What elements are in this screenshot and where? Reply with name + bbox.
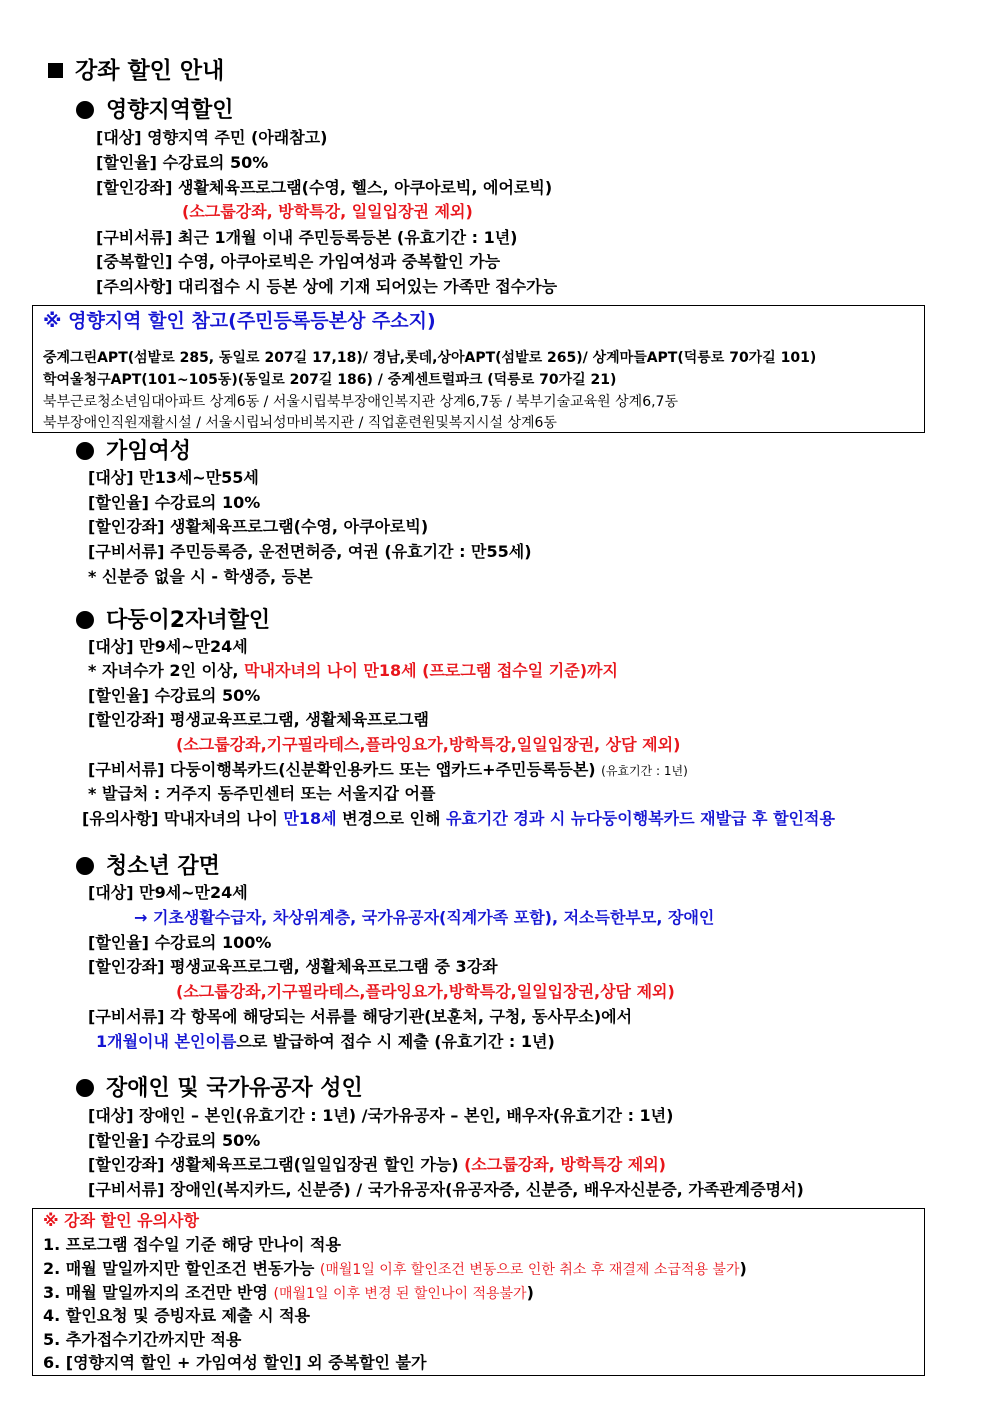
s3-issuer: * 발급처 : 거주지 동주민센터 또는 서울지갑 어플 bbox=[88, 784, 436, 803]
s3-docs: [구비서류] 다둥이행복카드(신분확인용카드 또는 앱카드+주민등록등본) (유효기간 : 1년) bbox=[88, 760, 688, 779]
notice-item-3: 3. 매월 말일까지의 조건만 반영 (매월1일 이후 변경 된 할인나이 적용불가) bbox=[43, 1283, 534, 1302]
ref-line-2: 학여울청구APT(101~105동)(동일로 207길 186) / 중계센트럴파크 (덕릉로 70가길 21) bbox=[43, 372, 617, 388]
s2-note: * 신분증 없을 시 - 학생증, 등본 bbox=[88, 567, 313, 586]
s3-courses: [할인강좌] 평생교육프로그램, 생활체육프로그램 bbox=[88, 710, 429, 729]
section-heading-multi-child: 다둥이2자녀할인 bbox=[76, 603, 270, 634]
s1-note: [주의사항] 대리접수 시 등본 상에 기재 되어있는 가족만 접수가능 bbox=[96, 277, 558, 296]
s4-target: [대상] 만9세~만24세 bbox=[88, 883, 248, 902]
circle-bullet-icon bbox=[76, 857, 94, 875]
s1-courses: [할인강좌] 생활체육프로그램(수영, 헬스, 아쿠아로빅, 에어로빅) bbox=[96, 178, 553, 197]
ref-line-4: 북부장애인직원재활시설 / 서울시립뇌성마비복지관 / 직업훈련원및복지시설 상계6동 bbox=[43, 415, 557, 431]
section-heading-disabled-veterans: 장애인 및 국가유공자 성인 bbox=[76, 1071, 363, 1102]
s4-courses-exclusion: (소그룹강좌,기구필라테스,플라잉요가,방학특강,일일입장권,상담 제외) bbox=[176, 982, 675, 1001]
notice-item-1: 1. 프로그램 접수일 기준 해당 만나이 적용 bbox=[43, 1235, 341, 1254]
circle-bullet-icon bbox=[76, 101, 94, 119]
section-heading-fertile-women: 가임여성 bbox=[76, 434, 191, 465]
circle-bullet-icon bbox=[76, 442, 94, 460]
s3-warning: [유의사항] 막내자녀의 나이 만18세 변경으로 인해 유효기간 경과 시 뉴다둥이행복카드 재발급 후 할인적용 bbox=[82, 809, 835, 828]
section-heading-youth: 청소년 감면 bbox=[76, 849, 220, 880]
ref-line-3: 북부근로청소년임대아파트 상계6동 / 서울시립북부장애인복지관 상계6,7동 / 북부기술교육원 상계6,7동 bbox=[43, 394, 678, 410]
section-heading-impact-area: 영향지역할인 bbox=[76, 93, 234, 124]
circle-bullet-icon bbox=[76, 611, 94, 629]
s4-docs-detail: 1개월이내 본인이름으로 발급하여 접수 시 제출 (유효기간 : 1년) bbox=[96, 1032, 555, 1051]
s3-target: [대상] 만9세~만24세 bbox=[88, 637, 248, 656]
s3-condition: * 자녀수가 2인 이상, 막내자녀의 나이 만18세 (프로그램 접수일 기준)까지 bbox=[88, 661, 618, 680]
s4-rate: [할인율] 수강료의 100% bbox=[88, 933, 272, 952]
notice-item-6: 6. [영향지역 할인 + 가임여성 할인] 외 중복할인 불가 bbox=[43, 1353, 427, 1372]
notice-title: ※ 강좌 할인 유의사항 bbox=[43, 1211, 199, 1230]
s1-rate: [할인율] 수강료의 50% bbox=[96, 153, 269, 172]
s5-rate: [할인율] 수강료의 50% bbox=[88, 1131, 261, 1150]
s4-docs: [구비서류] 각 항목에 해당되는 서류를 해당기관(보훈처, 구청, 동사무소)에서 bbox=[88, 1007, 633, 1026]
s2-docs: [구비서류] 주민등록증, 운전면허증, 여권 (유효기간 : 만55세) bbox=[88, 542, 532, 561]
s1-courses-exclusion: (소그룹강좌, 방학특강, 일일입장권 제외) bbox=[182, 202, 473, 221]
s4-eligible-groups: → 기초생활수급자, 차상위계층, 국가유공자(직계가족 포함), 저소득한부모, 장애인 bbox=[134, 908, 715, 927]
ref-box-title: ※ 영향지역 할인 참고(주민등록등본상 주소지) bbox=[43, 310, 436, 332]
s3-courses-exclusion: (소그룹강좌,기구필라테스,플라잉요가,방학특강,일일입장권, 상담 제외) bbox=[176, 735, 681, 754]
s5-docs: [구비서류] 장애인(복지카드, 신분증) / 국가유공자(유공자증, 신분증, 배우자신분증, 가족관계증명서) bbox=[88, 1180, 804, 1199]
notice-item-4: 4. 할인요청 및 증빙자료 제출 시 적용 bbox=[43, 1306, 311, 1325]
s2-courses: [할인강좌] 생활체육프로그램(수영, 아쿠아로빅) bbox=[88, 517, 429, 536]
page-title: 강좌 할인 안내 bbox=[48, 52, 224, 85]
circle-bullet-icon bbox=[76, 1079, 94, 1097]
s5-target: [대상] 장애인 – 본인(유효기간 : 1년) /국가유공자 – 본인, 배우자(유효기간 : 1년) bbox=[88, 1106, 674, 1125]
discount-notice-box bbox=[32, 1208, 925, 1376]
s1-docs: [구비서류] 최근 1개월 이내 주민등록등본 (유효기간 : 1년) bbox=[96, 228, 518, 247]
impact-area-reference-box bbox=[32, 305, 925, 433]
s1-duplicate: [중복할인] 수영, 아쿠아로빅은 가임여성과 중복할인 가능 bbox=[96, 252, 501, 271]
s4-courses: [할인강좌] 평생교육프로그램, 생활체육프로그램 중 3강좌 bbox=[88, 957, 498, 976]
square-bullet-icon bbox=[48, 63, 63, 78]
s5-courses: [할인강좌] 생활체육프로그램(일일입장권 할인 가능) (소그룹강좌, 방학특강 제외) bbox=[88, 1155, 666, 1174]
notice-item-2: 2. 매월 말일까지만 할인조건 변동가능 (매월1일 이후 할인조건 변동으로 인한 취소 후 재결제 소급적용 불가) bbox=[43, 1259, 747, 1278]
s2-target: [대상] 만13세~만55세 bbox=[88, 468, 259, 487]
notice-item-5: 5. 추가접수기간까지만 적용 bbox=[43, 1330, 242, 1349]
ref-line-1: 중계그린APT(섬밭로 285, 동일로 207길 17,18)/ 경남,롯데,상아APT(섬밭로 265)/ 상계마들APT(덕릉로 70가길 101) bbox=[43, 350, 817, 366]
s1-target: [대상] 영향지역 주민 (아래참고) bbox=[96, 128, 328, 147]
s3-rate: [할인율] 수강료의 50% bbox=[88, 686, 261, 705]
s2-rate: [할인율] 수강료의 10% bbox=[88, 493, 261, 512]
